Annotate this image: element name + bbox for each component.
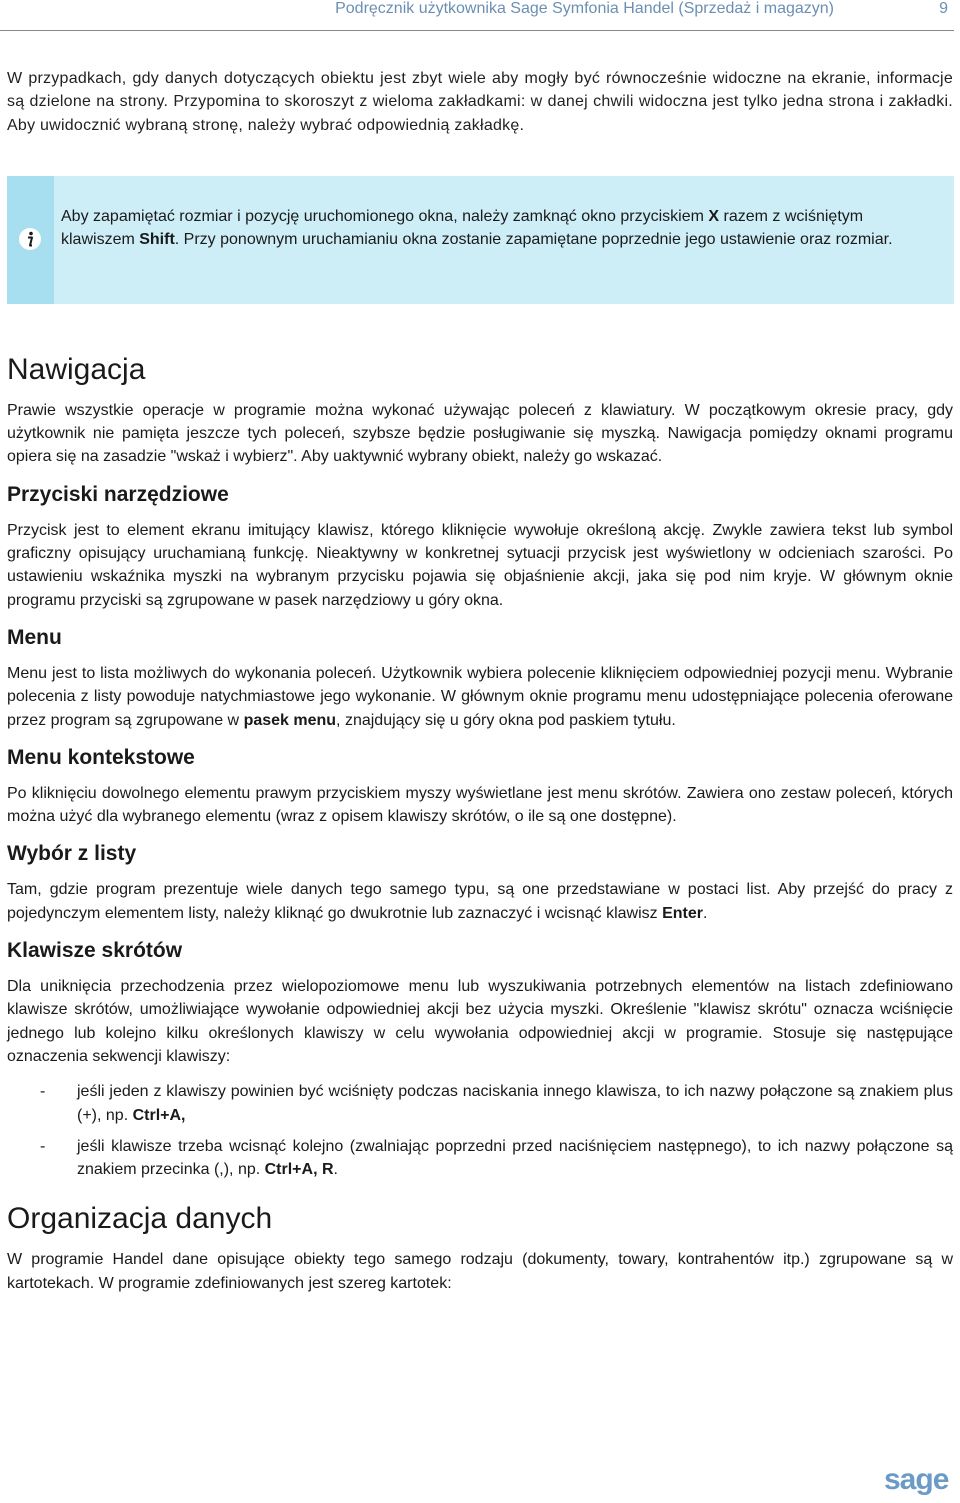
page-header [0, 0, 954, 31]
key-x: X [708, 207, 720, 225]
info-icon [18, 227, 42, 251]
heading-klawisze: Klawisze skrótów [7, 939, 183, 963]
heading-organizacja: Organizacja danych [7, 1202, 273, 1236]
list-item: - jeśli klawisze trzeba wcisnąć kolejno (zwalniając poprzedni przed naciśnięciem następnego), to ich nazwy połączone są znakiem przecinka (,), np. Ctrl+A, R. [40, 1137, 953, 1179]
intro-paragraph: W przypadkach, gdy danych dotyczących obiektu jest zbyt wiele aby mogły być równocześnie widoczne na ekranie, informacje są dzielone na strony. Przypomina to skoroszyt z wieloma zakładkami: w danej chwili widoczna jest tylko jedna strona i zakładki. Aby uwidocznić wybraną stronę, należy wybrać odpowiednią zakładkę. [7, 70, 953, 134]
heading-wybor: Wybór z listy [7, 842, 137, 866]
paragraph-klawisze: Dla uniknięcia przechodzenia przez wielopoziomowe menu lub wyszukiwania potrzebnych elementów na listach zdefiniowano klawisze skrótów, umożliwiające wywołanie odpowiedniej akcji bez użycia myszki. Określenie "klawisz skrótu" oznacza wciśnięcie jednego lub kolejno kilku określonych klawiszy w celu wywołania odpowiedniej akcji w programie. Stosuje się następujące oznaczenia sekwencji klawiszy: [7, 978, 953, 1065]
heading-menu-kontekstowe: Menu kontekstowe [7, 745, 195, 769]
heading-menu: Menu [7, 625, 62, 649]
header-title: Podręcznik użytkownika Sage Symfonia Handel (Sprzedaż i magazyn) [335, 0, 834, 17]
paragraph-przyciski: Przycisk jest to element ekranu imitujący klawisz, którego kliknięcie wywołuje określoną akcję. Zwykle zawiera tekst lub symbol graficzny opisujący uruchamianą funkcję. Nieaktywny w konkretnej sytuacji przycisk jest wyświetlony w odcieniach szarości. Po ustawieniu wskaźnika myszki na wybranym przycisku pojawia się objaśnienie akcji, jaka się pod nim kryje. W głównym oknie programu przyciski są zgrupowane w pasek narzędziowy u góry okna. [7, 521, 953, 609]
svg-text:sage: sage [884, 1466, 949, 1496]
info-note-text: Aby zapamiętać rozmiar i pozycję uruchomionego okna, należy zamknąć okno przyciskiem X razem z wciśniętym klawiszem Shift. Przy ponownym uruchamianiu okna zostanie zapamiętane poprzednie jego ustawienie oraz rozmiar. [61, 207, 893, 249]
key-shift: Shift [139, 231, 175, 249]
paragraph-menu-kontekstowe: Po kliknięciu dowolnego elementu prawym przyciskiem myszy wyświetlane jest menu skrótów. Zawiera ono zestaw poleceń, których można użyć dla wybranego elementu (wraz z opisem klawiszy skrótów, o ile są one dostępne). [7, 784, 953, 826]
heading-nawigacja: Nawigacja [7, 352, 146, 386]
sage-logo [884, 1466, 954, 1496]
heading-przyciski: Przyciski narzędziowe [7, 482, 229, 506]
paragraph-menu: Menu jest to lista możliwych do wykonania poleceń. Użytkownik wybiera polecenie kliknięciem odpowiedniej pozycji menu. Wybranie polecenia z listy powoduje natychmiastowe jego wykonanie. W głównym oknie programu menu udostępniające polecenia oferowane przez program są zgrupowane w pasek menu, znajdujący się u góry okna pod paskiem tytułu. [7, 664, 953, 729]
paragraph-nawigacja: Prawie wszystkie operacje w programie można wykonać używając poleceń z klawiatury. W początkowym okresie pracy, gdy użytkownik nie pamięta jeszcze tych poleceń, szybsze będzie posługiwanie się myszką. Nawigacja pomiędzy oknami programu opiera się na zasadzie "wskaż i wybierz". Aby uaktywnić wybrany obiekt, należy go wskazać. [7, 401, 953, 466]
paragraph-wybor: Tam, gdzie program prezentuje wiele danych tego samego typu, są one przedstawiane w postaci list. Aby przejść do pracy z pojedynczym elementem listy, należy kliknąć go dwukrotnie lub zaznaczyć i wcisnąć klawisz Enter. [7, 881, 953, 922]
info-bar [0, 176, 54, 304]
page-number: 9 [939, 0, 948, 17]
paragraph-organizacja: W programie Handel dane opisujące obiekty tego samego rodzaju (dokumenty, towary, kontrahentów itp.) zgrupowane są w kartotekach. W programie zdefiniowanych jest szereg kartotek: [7, 1251, 953, 1292]
page-content [7, 67, 953, 1295]
list-item: - jeśli jeden z klawiszy powinien być wciśnięty podczas naciskania innego klawisza, to ich nazwy połączone są znakiem plus (+), np. Ctrl+A, [40, 1083, 953, 1124]
info-note-box [0, 176, 954, 304]
shortcut-list [7, 1080, 953, 1181]
